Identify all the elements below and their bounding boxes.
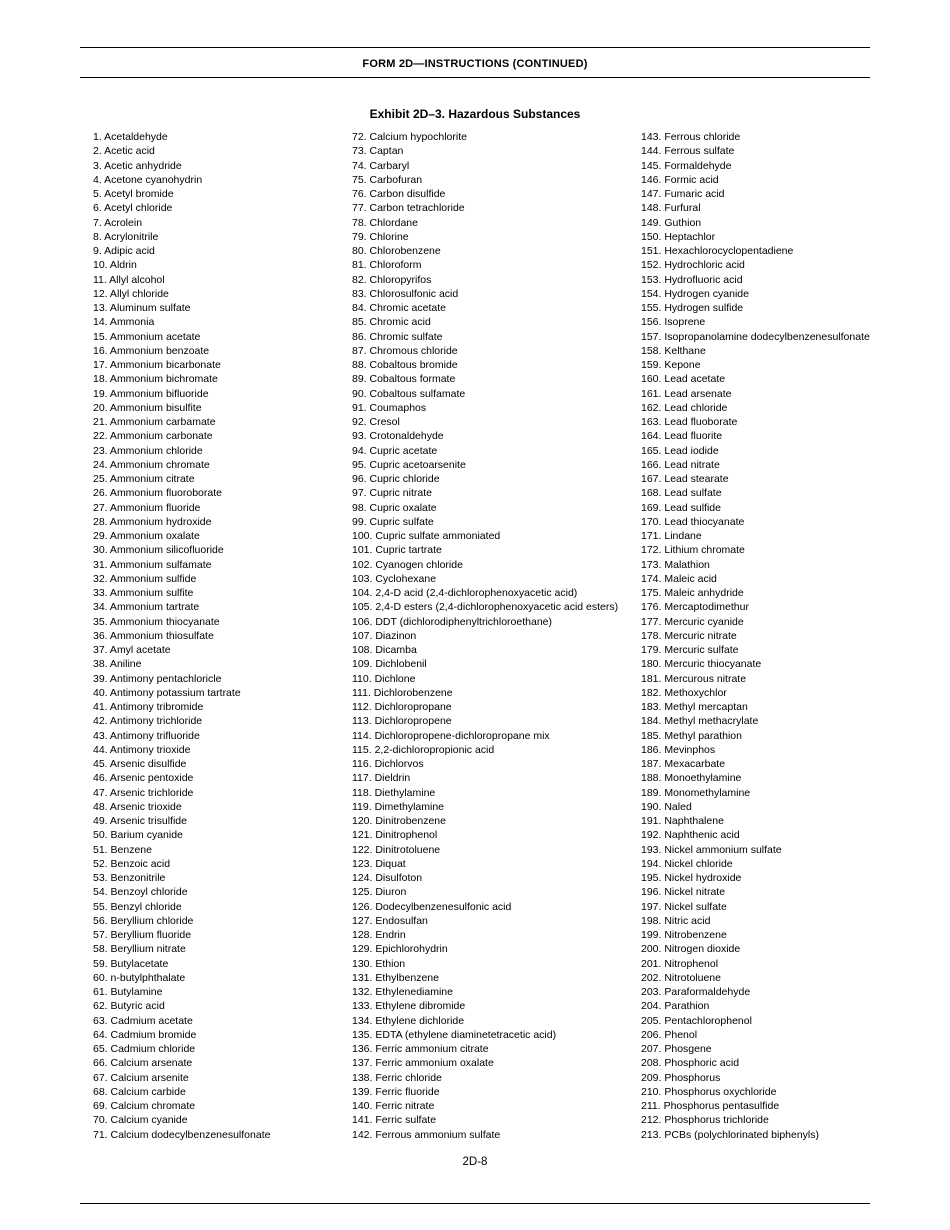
- list-item: 79. Chlorine: [352, 230, 409, 243]
- list-item: 192. Naphthenic acid: [641, 829, 740, 842]
- list-item: 191. Naphthalene: [641, 815, 724, 827]
- list-item: 138. Ferric chloride: [352, 1071, 442, 1084]
- list-item: 175. Maleic anhydride: [641, 587, 744, 599]
- list-item: 8. Acrylonitrile: [93, 230, 159, 243]
- list-item: 158. Kelthane: [641, 344, 706, 357]
- list-item: 140. Ferric nitrate: [352, 1100, 435, 1112]
- list-item: 29. Ammonium oxalate: [93, 530, 200, 542]
- substance-column-2: [352, 130, 641, 1142]
- list-item: 24. Ammonium chromate: [93, 458, 210, 471]
- list-item: 81. Chloroform: [352, 259, 422, 272]
- list-item: 190. Naled: [641, 800, 692, 813]
- list-item: 9. Adipic acid: [93, 245, 155, 257]
- list-item: 165. Lead iodide: [641, 444, 719, 457]
- list-item: 3. Acetic anhydride: [93, 159, 182, 172]
- list-item: 204. Parathion: [641, 1000, 710, 1013]
- list-item: 11. Allyl alcohol: [93, 273, 165, 286]
- exhibit-title: Exhibit 2D–3. Hazardous Substances: [369, 107, 581, 121]
- list-item: 166. Lead nitrate: [641, 458, 720, 471]
- list-item: 43. Antimony trifluoride: [93, 729, 200, 742]
- list-item: 57. Beryllium fluoride: [93, 929, 192, 941]
- list-item: 39. Antimony pentachloricle: [93, 672, 222, 685]
- list-item: 58. Beryllium nitrate: [93, 943, 186, 956]
- list-item: 52. Benzoic acid: [93, 857, 171, 870]
- list-item: 206. Phenol: [641, 1028, 698, 1041]
- list-item: 148. Furfural: [641, 202, 701, 215]
- list-item: 17. Ammonium bicarbonate: [93, 359, 221, 371]
- list-item: 136. Ferric ammonium citrate: [352, 1043, 489, 1055]
- substance-list: [93, 130, 911, 1142]
- list-item: 178. Mercuric nitrate: [641, 629, 737, 642]
- list-item: 59. Butylacetate: [93, 957, 169, 970]
- horizontal-rule-under-header: [80, 77, 870, 78]
- list-item: 5. Acetyl bromide: [93, 188, 174, 200]
- list-item: 32. Ammonium sulfide: [93, 572, 197, 585]
- list-item: 87. Chromous chloride: [352, 344, 458, 357]
- list-item: 128. Endrin: [352, 929, 406, 941]
- list-item: 70. Calcium cyanide: [93, 1114, 188, 1127]
- list-item: 76. Carbon disulfide: [352, 188, 446, 200]
- list-item: 78. Chlordane: [352, 216, 418, 229]
- list-item: 50. Barium cyanide: [93, 829, 183, 842]
- list-item: 208. Phosphoric acid: [641, 1057, 740, 1070]
- form-header: FORM 2D—INSTRUCTIONS (CONTINUED): [362, 58, 588, 70]
- list-item: 94. Cupric acetate: [352, 444, 438, 457]
- list-item: 118. Diethylamine: [352, 786, 436, 799]
- list-item: 184. Methyl methacrylate: [641, 715, 759, 728]
- list-item: 63. Cadmium acetate: [93, 1014, 193, 1027]
- substance-column-3: [641, 130, 911, 1142]
- list-item: 132. Ethylenediamine: [352, 986, 453, 998]
- list-item: 111. Dichlorobenzene: [352, 686, 453, 699]
- list-item: 48. Arsenic trioxide: [93, 800, 182, 813]
- list-item: 115. 2,2-dichloropropionic acid: [352, 743, 495, 756]
- list-item: 35. Ammonium thiocyanate: [93, 615, 220, 628]
- list-item: 64. Cadmium bromide: [93, 1028, 197, 1041]
- list-item: 174. Maleic acid: [641, 572, 717, 585]
- list-item: 143. Ferrous chloride: [641, 131, 741, 143]
- list-item: 101. Cupric tartrate: [352, 544, 442, 557]
- list-item: 37. Amyl acetate: [93, 644, 171, 656]
- list-item: 173. Malathion: [641, 558, 710, 571]
- list-item: 66. Calcium arsenate: [93, 1057, 193, 1070]
- list-item: 180. Mercuric thiocyanate: [641, 658, 762, 671]
- list-item: 6. Acetyl chloride: [93, 202, 173, 215]
- list-item: 15. Ammonium acetate: [93, 330, 201, 343]
- list-item: 7. Acrolein: [93, 216, 143, 229]
- list-item: 75. Carbofuran: [352, 173, 423, 186]
- list-item: 61. Butylamine: [93, 986, 163, 998]
- list-item: 172. Lithium chromate: [641, 544, 745, 557]
- list-item: 120. Dinitrobenzene: [352, 815, 446, 827]
- list-item: 125. Diuron: [352, 886, 407, 899]
- list-item: 171. Lindane: [641, 530, 702, 542]
- list-item: 1. Acetaldehyde: [93, 131, 168, 143]
- list-item: 65. Cadmium chloride: [93, 1043, 196, 1055]
- list-item: 201. Nitrophenol: [641, 957, 719, 970]
- list-item: 134. Ethylene dichloride: [352, 1014, 465, 1027]
- list-item: 54. Benzoyl chloride: [93, 886, 188, 899]
- list-item: 72. Calcium hypochlorite: [352, 131, 467, 143]
- list-item: 121. Dinitrophenol: [352, 829, 438, 842]
- list-item: 200. Nitrogen dioxide: [641, 943, 741, 956]
- list-item: 106. DDT (dichlorodiphenyltrichloroethane): [352, 615, 552, 628]
- list-item: 90. Cobaltous sulfamate: [352, 387, 466, 400]
- list-item: 194. Nickel chloride: [641, 857, 733, 870]
- list-item: 145. Formaldehyde: [641, 159, 732, 172]
- list-item: 103. Cyclohexane: [352, 572, 437, 585]
- list-item: 199. Nitrobenzene: [641, 929, 727, 941]
- list-item: 2. Acetic acid: [93, 145, 155, 158]
- list-item: 28. Ammonium hydroxide: [93, 515, 212, 528]
- list-item: 55. Benzyl chloride: [93, 900, 182, 913]
- list-item: 41. Antimony tribromide: [93, 701, 204, 713]
- list-item: 159. Kepone: [641, 359, 701, 371]
- list-item: 98. Cupric oxalate: [352, 501, 437, 514]
- list-item: 130. Ethion: [352, 957, 406, 970]
- list-item: 13. Aluminum sulfate: [93, 302, 191, 314]
- list-item: 124. Disulfoton: [352, 872, 423, 884]
- list-item: 104. 2,4-D acid (2,4-dichlorophenoxyacetic acid): [352, 587, 578, 599]
- list-item: 77. Carbon tetrachloride: [352, 202, 465, 215]
- list-item: 127. Endosulfan: [352, 914, 428, 927]
- list-item: 74. Carbaryl: [352, 159, 410, 172]
- list-item: 16. Ammonium benzoate: [93, 344, 210, 357]
- list-item: 56. Beryllium chloride: [93, 914, 194, 927]
- list-item: 119. Dimethylamine: [352, 800, 445, 813]
- list-item: 182. Methoxychlor: [641, 686, 727, 699]
- list-item: 186. Mevinphos: [641, 743, 716, 756]
- list-item: 181. Mercurous nitrate: [641, 672, 747, 685]
- list-item: 156. Isoprene: [641, 316, 706, 329]
- list-item: 23. Ammonium chloride: [93, 444, 203, 457]
- list-item: 93. Crotonaldehyde: [352, 430, 444, 443]
- list-item: 109. Dichlobenil: [352, 658, 427, 671]
- list-item: 36. Ammonium thiosulfate: [93, 629, 214, 642]
- list-item: 4. Acetone cyanohydrin: [93, 173, 203, 186]
- list-item: 102. Cyanogen chloride: [352, 558, 463, 571]
- list-item: 108. Dicamba: [352, 644, 417, 656]
- list-item: 131. Ethylbenzene: [352, 971, 439, 984]
- list-item: 96. Cupric chloride: [352, 473, 440, 485]
- list-item: 137. Ferric ammonium oxalate: [352, 1057, 494, 1070]
- list-item: 14. Ammonia: [93, 316, 155, 329]
- list-item: 152. Hydrochloric acid: [641, 259, 745, 272]
- list-item: 69. Calcium chromate: [93, 1100, 196, 1112]
- list-item: 46. Arsenic pentoxide: [93, 772, 194, 785]
- list-item: 160. Lead acetate: [641, 373, 726, 386]
- list-item: 162. Lead chloride: [641, 401, 728, 414]
- list-item: 21. Ammonium carbamate: [93, 416, 216, 428]
- list-item: 185. Methyl parathion: [641, 729, 742, 742]
- list-item: 202. Nitrotoluene: [641, 971, 721, 984]
- list-item: 83. Chlorosulfonic acid: [352, 287, 459, 300]
- page-number: 2D-8: [462, 1156, 488, 1168]
- list-item: 67. Calcium arsenite: [93, 1071, 189, 1084]
- list-item: 73. Captan: [352, 145, 404, 158]
- list-item: 147. Fumaric acid: [641, 188, 725, 200]
- list-item: 110. Dichlone: [352, 672, 416, 685]
- list-item: 105. 2,4-D esters (2,4-dichlorophenoxyacetic acid esters): [352, 601, 619, 614]
- list-item: 97. Cupric nitrate: [352, 487, 432, 500]
- list-item: 209. Phosphorus: [641, 1071, 721, 1084]
- list-item: 18. Ammonium bichromate: [93, 373, 218, 386]
- list-item: 10. Aldrin: [93, 259, 137, 272]
- list-item: 183. Methyl mercaptan: [641, 701, 748, 713]
- list-item: 19. Ammonium bifluoride: [93, 387, 209, 400]
- list-item: 100. Cupric sulfate ammoniated: [352, 530, 501, 542]
- list-item: 189. Monomethylamine: [641, 786, 751, 799]
- list-item: 112. Dichloropropane: [352, 701, 452, 713]
- list-item: 188. Monoethylamine: [641, 772, 742, 785]
- list-item: 92. Cresol: [352, 416, 400, 428]
- list-item: 47. Arsenic trichloride: [93, 786, 194, 799]
- list-item: 113. Dichloropropene: [352, 715, 452, 728]
- list-item: 167. Lead stearate: [641, 473, 729, 485]
- list-item: 135. EDTA (ethylene diaminetetracetic acid): [352, 1028, 557, 1041]
- list-item: 155. Hydrogen sulfide: [641, 302, 744, 314]
- list-item: 177. Mercuric cyanide: [641, 615, 744, 628]
- list-item: 198. Nitric acid: [641, 914, 711, 927]
- list-item: 149. Guthion: [641, 216, 702, 229]
- list-item: 40. Antimony potassium tartrate: [93, 686, 241, 699]
- list-item: 22. Ammonium carbonate: [93, 430, 213, 443]
- list-item: 114. Dichloropropene-dichloropropane mix: [352, 729, 550, 742]
- horizontal-rule-bottom: [80, 1203, 870, 1204]
- list-item: 142. Ferrous ammonium sulfate: [352, 1128, 501, 1141]
- list-item: 49. Arsenic trisulfide: [93, 815, 187, 827]
- list-item: 164. Lead fluorite: [641, 430, 723, 443]
- list-item: 129. Epichlorohydrin: [352, 943, 448, 956]
- list-item: 84. Chromic acetate: [352, 302, 446, 314]
- list-item: 146. Formic acid: [641, 173, 719, 186]
- list-item: 139. Ferric fluoride: [352, 1085, 440, 1098]
- list-item: 212. Phosphorus trichloride: [641, 1114, 769, 1127]
- list-item: 26. Ammonium fluoroborate: [93, 487, 222, 500]
- list-item: 203. Paraformaldehyde: [641, 986, 751, 998]
- list-item: 195. Nickel hydroxide: [641, 872, 742, 884]
- list-item: 157. Isopropanolamine dodecylbenzenesulfonate: [641, 330, 870, 343]
- list-item: 179. Mercuric sulfate: [641, 644, 739, 656]
- list-item: 213. PCBs (polychlorinated biphenyls): [641, 1128, 820, 1141]
- list-item: 27. Ammonium fluoride: [93, 501, 201, 514]
- list-item: 42. Antimony trichloride: [93, 715, 203, 728]
- list-item: 91. Coumaphos: [352, 401, 427, 414]
- list-item: 117. Dieldrin: [352, 772, 411, 785]
- list-item: 80. Chlorobenzene: [352, 245, 441, 257]
- list-item: 88. Cobaltous bromide: [352, 359, 458, 371]
- list-item: 53. Benzonitrile: [93, 872, 166, 884]
- list-item: 31. Ammonium sulfamate: [93, 558, 212, 571]
- list-item: 20. Ammonium bisulfite: [93, 401, 202, 414]
- list-item: 126. Dodecylbenzenesulfonic acid: [352, 900, 512, 913]
- list-item: 211. Phosphorus pentasulfide: [641, 1100, 780, 1112]
- list-item: 154. Hydrogen cyanide: [641, 287, 749, 300]
- list-item: 176. Mercaptodimethur: [641, 601, 749, 614]
- list-item: 205. Pentachlorophenol: [641, 1014, 752, 1027]
- list-item: 89. Cobaltous formate: [352, 373, 456, 386]
- list-item: 197. Nickel sulfate: [641, 900, 727, 913]
- list-item: 82. Chloropyrifos: [352, 273, 432, 286]
- substance-column-1: [93, 130, 352, 1142]
- list-item: 62. Butyric acid: [93, 1000, 165, 1013]
- list-item: 122. Dinitrotoluene: [352, 843, 441, 856]
- list-item: 30. Ammonium silicofluoride: [93, 544, 224, 557]
- list-item: 45. Arsenic disulfide: [93, 758, 187, 770]
- list-item: 60. n-butylphthalate: [93, 971, 186, 984]
- list-item: 86. Chromic sulfate: [352, 330, 443, 343]
- list-item: 207. Phosgene: [641, 1043, 712, 1055]
- list-item: 25. Ammonium citrate: [93, 473, 195, 485]
- list-item: 33. Ammonium sulfite: [93, 587, 194, 599]
- list-item: 34. Ammonium tartrate: [93, 601, 200, 614]
- list-item: 107. Diazinon: [352, 629, 417, 642]
- list-item: 141. Ferric sulfate: [352, 1114, 437, 1127]
- list-item: 193. Nickel ammonium sulfate: [641, 843, 782, 856]
- list-item: 12. Allyl chloride: [93, 287, 169, 300]
- list-item: 71. Calcium dodecylbenzenesulfonate: [93, 1128, 271, 1141]
- list-item: 153. Hydrofluoric acid: [641, 273, 743, 286]
- list-item: 168. Lead sulfate: [641, 487, 722, 500]
- list-item: 196. Nickel nitrate: [641, 886, 726, 899]
- list-item: 116. Dichlorvos: [352, 758, 424, 770]
- list-item: 161. Lead arsenate: [641, 387, 732, 400]
- list-item: 187. Mexacarbate: [641, 758, 726, 770]
- list-item: 169. Lead sulfide: [641, 501, 721, 514]
- horizontal-rule-top: [80, 47, 870, 48]
- list-item: 99. Cupric sulfate: [352, 515, 434, 528]
- list-item: 163. Lead fluoborate: [641, 416, 738, 428]
- list-item: 44. Antimony trioxide: [93, 743, 191, 756]
- list-item: 51. Benzene: [93, 843, 152, 856]
- list-item: 210. Phosphorus oxychloride: [641, 1085, 777, 1098]
- list-item: 38. Aniline: [93, 658, 142, 671]
- list-item: 170. Lead thiocyanate: [641, 515, 745, 528]
- list-item: 68. Calcium carbide: [93, 1085, 186, 1098]
- list-item: 144. Ferrous sulfate: [641, 145, 735, 158]
- list-item: 95. Cupric acetoarsenite: [352, 458, 466, 471]
- list-item: 85. Chromic acid: [352, 316, 431, 329]
- list-item: 133. Ethylene dibromide: [352, 1000, 466, 1013]
- list-item: 150. Heptachlor: [641, 230, 716, 243]
- list-item: 123. Diquat: [352, 857, 406, 870]
- list-item: 151. Hexachlorocyclopentadiene: [641, 245, 794, 257]
